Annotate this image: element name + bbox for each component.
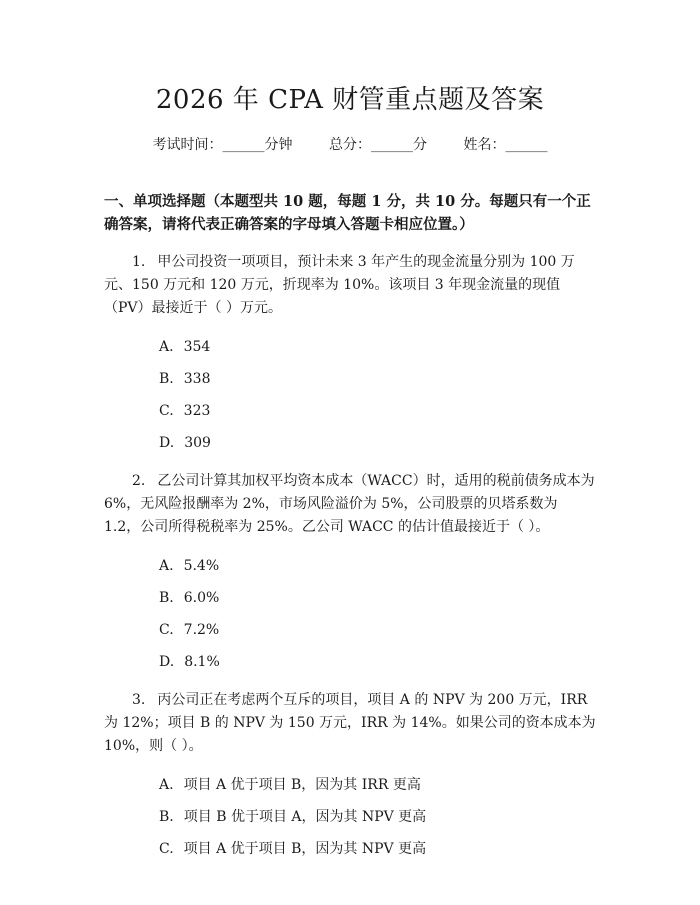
option-b	[159, 587, 596, 609]
option-text: 323	[183, 403, 211, 419]
option-letter: A.	[159, 339, 174, 355]
question-2-options	[159, 555, 596, 673]
option-letter: C.	[159, 403, 174, 419]
option-text: 项目 B 优于项目 A，因为其 NPV 更高	[183, 809, 427, 825]
option-letter: C.	[159, 841, 174, 857]
option-text: 8.1%	[184, 654, 220, 670]
option-c	[159, 838, 596, 860]
total-score-field: 总分：______分	[329, 137, 427, 153]
option-letter: D.	[159, 435, 175, 451]
question-3	[104, 689, 596, 758]
option-text: 338	[183, 371, 211, 387]
page-title: 2026 年 CPA 财管重点题及答案	[155, 85, 545, 115]
question-number: 1.	[132, 254, 146, 270]
option-c	[159, 400, 596, 422]
option-letter: A.	[159, 777, 174, 793]
exam-meta	[104, 134, 596, 156]
option-b	[159, 806, 596, 828]
option-letter: B.	[159, 590, 174, 606]
option-text: 309	[184, 435, 211, 451]
exam-time-field: 考试时间：______分钟	[152, 137, 293, 153]
question-stem: 丙公司正在考虑两个互斥的项目，项目 A 的 NPV 为 200 万元，IRR 为 12%；项目 B 的 NPV 为 150 万元，IRR 为 14%。如果公司的资本成本为 10%，则（ ）。	[104, 692, 596, 754]
option-a	[159, 555, 596, 577]
option-b	[159, 368, 596, 390]
question-stem: 乙公司计算其加权平均资本成本（WACC）时，适用的税前债务成本为 6%，无风险报酬率为 2%，市场风险溢价为 5%，公司股票的贝塔系数为 1.2，公司所得税税率为 25%。乙公司 WACC 的估计值最接近于（ ）。	[104, 473, 595, 535]
option-c	[159, 619, 596, 641]
option-text: 项目 A 优于项目 B，因为其 IRR 更高	[183, 777, 421, 793]
question-stem: 甲公司投资一项项目，预计未来 3 年产生的现金流量分别为 100 万元、150 万元和 120 万元，折现率为 10%。该项目 3 年现金流量的现值（PV）最接近于（ ）万元。	[104, 254, 575, 316]
option-text: 6.0%	[183, 590, 220, 606]
question-2	[104, 470, 596, 539]
option-text: 354	[183, 339, 211, 355]
option-letter: C.	[159, 622, 174, 638]
question-1-options	[159, 336, 596, 454]
option-letter: D.	[159, 654, 175, 670]
name-field: 姓名：______	[463, 137, 548, 153]
option-text: 7.2%	[183, 622, 220, 638]
section-heading: 一、单项选择题（本题型共 10 题，每题 1 分，共 10 分。每题只有一个正确答案，请将代表正确答案的字母填入答题卡相应位置。）	[104, 193, 591, 233]
option-text: 5.4%	[183, 558, 220, 574]
question-number: 2.	[132, 473, 146, 489]
option-text: 项目 A 优于项目 B，因为其 NPV 更高	[183, 841, 427, 857]
option-a	[159, 774, 596, 796]
option-letter: B.	[159, 809, 174, 825]
question-1	[104, 251, 596, 320]
option-d	[159, 432, 596, 454]
option-a	[159, 336, 596, 358]
option-letter: A.	[159, 558, 174, 574]
question-number: 3.	[132, 692, 146, 708]
option-letter: B.	[159, 371, 174, 387]
question-3-options	[159, 774, 596, 860]
option-d	[159, 651, 596, 673]
